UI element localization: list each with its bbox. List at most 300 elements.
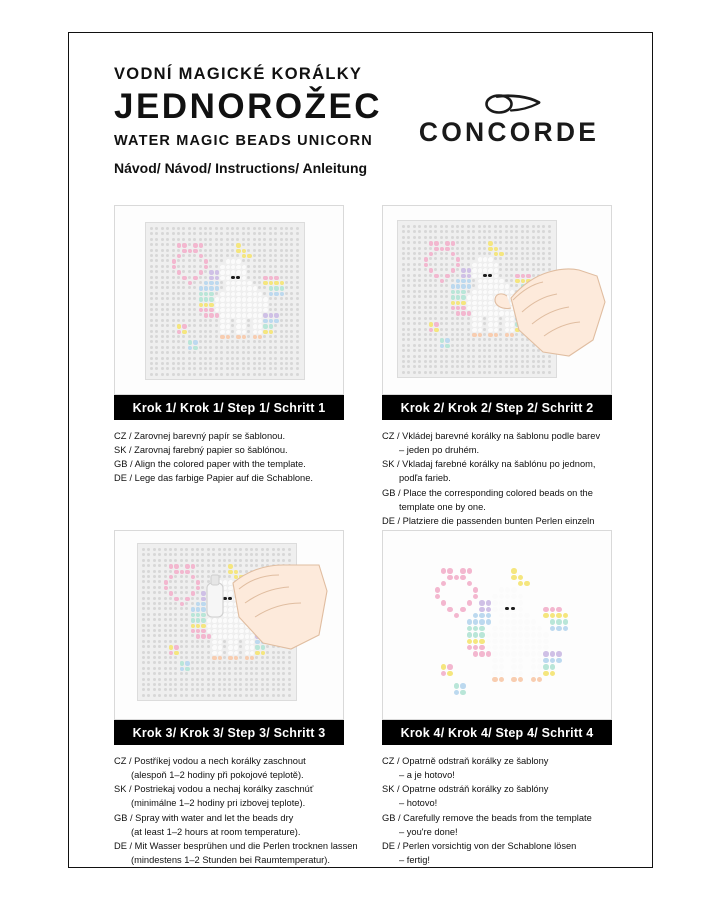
bead <box>441 671 446 676</box>
instruction-line: – hotovo! <box>399 798 438 809</box>
bead <box>247 313 251 317</box>
instruction-line: CZ / Postříkej vodou a nech korálky zaschnout <box>114 756 306 766</box>
bead <box>537 651 542 656</box>
bead <box>226 303 230 307</box>
bead <box>499 671 504 676</box>
bead <box>543 645 548 650</box>
bead <box>505 619 510 624</box>
bead <box>563 613 568 618</box>
instruction-line: (alespoň 1–2 hodiny při pokojové teplotě). <box>131 770 304 781</box>
bead <box>199 297 203 301</box>
instruction-line: SK / Vkladaj farebné korálky na šablónu po jednom, <box>382 459 596 470</box>
bead <box>441 664 446 669</box>
unicorn-eye <box>505 607 509 611</box>
instruction-line: CZ / Vkládej barevné korálky na šablonu podle barev <box>382 431 601 441</box>
bead <box>543 613 548 618</box>
bead <box>247 254 251 258</box>
bead <box>274 276 278 280</box>
bead <box>499 613 504 618</box>
bead <box>236 249 240 253</box>
bead <box>247 286 251 290</box>
bead <box>543 632 548 637</box>
bead <box>518 664 523 669</box>
bead <box>550 626 555 631</box>
bead <box>193 276 197 280</box>
instruction-line: (minimálne 1–2 hodiny pri izbovej teplote). <box>131 798 306 809</box>
bead <box>505 639 510 644</box>
bead <box>499 594 504 599</box>
bead <box>486 607 491 612</box>
bead <box>511 645 516 650</box>
bead <box>479 619 484 624</box>
bead <box>511 594 516 599</box>
bead <box>492 607 497 612</box>
product-name: JEDNOROŽEC <box>114 87 383 127</box>
instruction-line: template one by one. <box>399 501 486 512</box>
bead <box>220 292 224 296</box>
bead <box>177 270 181 274</box>
bead <box>486 600 491 605</box>
bead <box>524 651 529 656</box>
bead <box>435 587 440 592</box>
bead <box>467 568 472 573</box>
bead <box>441 600 446 605</box>
bead <box>204 297 208 301</box>
instruction-line: CZ / Opatrně odstraň korálky ze šablony <box>382 756 549 766</box>
bead <box>492 639 497 644</box>
bead <box>263 313 267 317</box>
bead <box>447 607 452 612</box>
bead <box>182 276 186 280</box>
unicorn-eye <box>236 276 240 280</box>
bead <box>460 690 465 695</box>
bead <box>473 619 478 624</box>
bead <box>563 619 568 624</box>
bead <box>537 664 542 669</box>
instruction-line: podľa farieb. <box>399 473 451 484</box>
bead <box>473 626 478 631</box>
bead <box>518 651 523 656</box>
bead <box>537 639 542 644</box>
bead <box>236 259 240 263</box>
bead <box>550 664 555 669</box>
bead <box>269 324 273 328</box>
instruction-line: – jeden po druhém. <box>399 445 480 456</box>
instruction-line: DE / Lege das farbige Papier auf die Schablone. <box>114 473 313 484</box>
bead <box>518 677 523 682</box>
bead <box>556 613 561 618</box>
bead <box>236 297 240 301</box>
unicorn-eye <box>231 276 235 280</box>
bead <box>537 645 542 650</box>
bead <box>524 619 529 624</box>
bead <box>193 249 197 253</box>
bead <box>531 626 536 631</box>
bead <box>236 286 240 290</box>
bead <box>550 613 555 618</box>
bead <box>182 330 186 334</box>
bead <box>550 619 555 624</box>
bead <box>231 297 235 301</box>
bead <box>467 600 472 605</box>
bead <box>263 319 267 323</box>
bead <box>486 632 491 637</box>
bead <box>531 651 536 656</box>
instruction-line: – you're done! <box>399 826 458 837</box>
instruction-line: (mindestens 1–2 Stunden bei Raumtemperatur). <box>131 854 330 865</box>
bead <box>473 613 478 618</box>
bead <box>537 626 542 631</box>
bead <box>543 658 548 663</box>
bead <box>518 575 523 580</box>
bead <box>531 671 536 676</box>
bead <box>226 276 230 280</box>
bead <box>479 651 484 656</box>
bead <box>454 575 459 580</box>
bead <box>280 286 284 290</box>
bead <box>499 587 504 592</box>
bead <box>531 677 536 682</box>
bead <box>467 626 472 631</box>
bead <box>499 677 504 682</box>
bead <box>479 632 484 637</box>
bead <box>556 626 561 631</box>
step-3 <box>114 530 358 867</box>
bead <box>518 658 523 663</box>
bead <box>473 651 478 656</box>
bead <box>556 607 561 612</box>
title-block <box>114 65 414 177</box>
bead <box>253 324 257 328</box>
bead <box>479 613 484 618</box>
bead <box>511 658 516 663</box>
bead <box>473 594 478 599</box>
bead <box>518 607 523 612</box>
bead <box>220 319 224 323</box>
instruction-line: SK / Postriekaj vodou a nechaj korálky zaschnúť <box>114 784 314 795</box>
bead <box>479 639 484 644</box>
bead <box>447 575 452 580</box>
bead <box>505 600 510 605</box>
bead <box>505 632 510 637</box>
bead <box>199 243 203 247</box>
bead <box>518 594 523 599</box>
bead <box>263 303 267 307</box>
bead <box>531 645 536 650</box>
bead <box>242 297 246 301</box>
bead <box>247 297 251 301</box>
bead <box>492 658 497 663</box>
instruction-line: DE / Platziere die passenden bunten Perlen einzeln <box>382 515 595 526</box>
bead <box>253 297 257 301</box>
bead <box>209 286 213 290</box>
bead <box>209 303 213 307</box>
bead <box>220 270 224 274</box>
bead <box>269 286 273 290</box>
bead <box>550 651 555 656</box>
bead <box>467 632 472 637</box>
bead <box>511 575 516 580</box>
bead <box>492 594 497 599</box>
bead <box>550 671 555 676</box>
bead <box>226 297 230 301</box>
bead <box>258 297 262 301</box>
bead <box>499 619 504 624</box>
bead <box>236 319 240 323</box>
bead <box>479 600 484 605</box>
bead <box>467 581 472 586</box>
step-2-instructions <box>382 429 612 542</box>
instructions-label: Návod/ Návod/ Instructions/ Anleitung <box>114 160 368 177</box>
bead <box>220 308 224 312</box>
bead <box>220 313 224 317</box>
bead <box>518 613 523 618</box>
bead <box>263 297 267 301</box>
bead <box>499 626 504 631</box>
bead <box>220 276 224 280</box>
bead <box>182 243 186 247</box>
bead <box>215 286 219 290</box>
step-4 <box>382 530 612 867</box>
bead <box>236 324 240 328</box>
bead <box>447 568 452 573</box>
step-3-caption: Krok 3/ Krok 3/ Step 3/ Schritt 3 <box>114 720 344 745</box>
bead <box>543 607 548 612</box>
instruction-line: SK / Opatrne odstráň korálky zo šablóny <box>382 784 549 795</box>
bead <box>226 330 230 334</box>
bead <box>193 243 197 247</box>
bead <box>467 639 472 644</box>
header <box>114 65 609 200</box>
bead <box>524 639 529 644</box>
bead <box>518 671 523 676</box>
brand-block <box>409 93 609 148</box>
bead <box>209 276 213 280</box>
bead <box>220 324 224 328</box>
bead <box>492 651 497 656</box>
bead <box>518 632 523 637</box>
bead <box>226 286 230 290</box>
bead <box>531 639 536 644</box>
bead <box>492 645 497 650</box>
bead <box>467 619 472 624</box>
bead <box>499 607 504 612</box>
bead <box>263 324 267 328</box>
bead <box>177 243 181 247</box>
finished-unicorn-artwork <box>405 545 585 710</box>
bead <box>492 671 497 676</box>
bead <box>226 324 230 328</box>
bead <box>531 658 536 663</box>
bead <box>511 600 516 605</box>
bead <box>486 639 491 644</box>
bead <box>511 626 516 631</box>
bead <box>505 594 510 599</box>
bead <box>209 313 213 317</box>
bead <box>518 645 523 650</box>
bead <box>220 335 224 339</box>
bead <box>460 683 465 688</box>
bead <box>550 607 555 612</box>
bead <box>454 690 459 695</box>
bead <box>236 243 240 247</box>
bead <box>537 632 542 637</box>
bead <box>247 308 251 312</box>
bead <box>236 313 240 317</box>
bead <box>473 632 478 637</box>
instruction-line: GB / Spray with water and let the beads dry <box>114 812 294 823</box>
bead <box>193 340 197 344</box>
peg-grid <box>146 223 304 379</box>
bead <box>274 286 278 290</box>
bead <box>247 292 251 296</box>
bead <box>511 671 516 676</box>
bead <box>193 346 197 350</box>
step-2-image <box>382 205 612 395</box>
bead <box>537 658 542 663</box>
bead <box>253 313 257 317</box>
bead <box>486 613 491 618</box>
instruction-line: (at least 1–2 hours at room temperature). <box>131 826 301 837</box>
bead <box>209 270 213 274</box>
bead <box>236 292 240 296</box>
bead <box>269 313 273 317</box>
bead <box>524 581 529 586</box>
bead <box>460 568 465 573</box>
bead <box>505 587 510 592</box>
bead <box>505 645 510 650</box>
step-3-image <box>114 530 344 720</box>
step-1-instructions <box>114 429 344 486</box>
bead <box>460 607 465 612</box>
bead <box>543 664 548 669</box>
concorde-swoosh-icon <box>477 93 541 115</box>
bead <box>492 664 497 669</box>
bead <box>492 600 497 605</box>
bead <box>231 270 235 274</box>
bead <box>188 340 192 344</box>
bead <box>486 651 491 656</box>
bead <box>220 297 224 301</box>
bead <box>247 281 251 285</box>
instruction-line: – a je hotovo! <box>399 770 455 781</box>
instruction-line: SK / Zarovnaj farebný papier so šablónou. <box>114 445 288 456</box>
bead <box>454 683 459 688</box>
step-4-caption: Krok 4/ Krok 4/ Step 4/ Schritt 4 <box>382 720 612 745</box>
step-4-image <box>382 530 612 720</box>
bead <box>220 330 224 334</box>
bead <box>518 626 523 631</box>
step-2 <box>382 205 612 542</box>
bead <box>524 613 529 618</box>
bead <box>258 324 262 328</box>
bead <box>537 671 542 676</box>
bead <box>467 645 472 650</box>
step-1 <box>114 205 344 486</box>
bead <box>518 600 523 605</box>
bead <box>518 639 523 644</box>
bead <box>492 677 497 682</box>
bead <box>215 270 219 274</box>
bead <box>263 330 267 334</box>
bead <box>531 619 536 624</box>
bead <box>441 581 446 586</box>
bead <box>274 313 278 317</box>
bead <box>511 587 516 592</box>
bead <box>511 568 516 573</box>
bead <box>182 249 186 253</box>
bead <box>479 607 484 612</box>
instruction-line: DE / Perlen vorsichtig von der Schablone lösen <box>382 840 577 851</box>
bead <box>511 613 516 618</box>
bead <box>199 303 203 307</box>
step-1-caption: Krok 1/ Krok 1/ Step 1/ Schritt 1 <box>114 395 344 420</box>
bead <box>454 613 459 618</box>
bead <box>447 664 452 669</box>
sheet-border <box>68 32 653 868</box>
bead <box>543 639 548 644</box>
bead <box>518 619 523 624</box>
bead <box>492 626 497 631</box>
instruction-line: DE / Mit Wasser besprühen und die Perlen trocknen lassen <box>114 840 358 851</box>
bead <box>253 303 257 307</box>
bead <box>499 658 504 663</box>
product-title-cz: VODNÍ MAGICKÉ KORÁLKY <box>114 65 363 83</box>
instruction-line: GB / Place the corresponding colored beads on the <box>382 487 593 498</box>
bead <box>499 651 504 656</box>
instruction-line: GB / Align the colored paper with the template. <box>114 459 306 470</box>
bead <box>499 645 504 650</box>
bead <box>499 632 504 637</box>
bead <box>511 632 516 637</box>
bead <box>242 286 246 290</box>
bead <box>524 626 529 631</box>
bead <box>531 632 536 637</box>
brand-name: CONCORDE <box>418 117 600 147</box>
bead <box>215 297 219 301</box>
bead <box>511 651 516 656</box>
step-1-image <box>114 205 344 395</box>
bead <box>511 664 516 669</box>
bead <box>556 658 561 663</box>
bead <box>556 619 561 624</box>
bead <box>473 587 478 592</box>
bead <box>172 259 176 263</box>
bead <box>499 664 504 669</box>
bead <box>226 270 230 274</box>
bead-board <box>145 222 305 380</box>
bead <box>518 581 523 586</box>
step-2-caption: Krok 2/ Krok 2/ Step 2/ Schritt 2 <box>382 395 612 420</box>
hand-with-spray-bottle-illustration <box>115 531 344 720</box>
bead <box>537 677 542 682</box>
bead <box>460 575 465 580</box>
bead <box>209 292 213 296</box>
bead <box>511 677 516 682</box>
bead <box>236 330 240 334</box>
step-4-instructions <box>382 754 612 867</box>
bead <box>543 651 548 656</box>
bead <box>247 303 251 307</box>
bead <box>550 658 555 663</box>
bead <box>236 270 240 274</box>
bead <box>543 671 548 676</box>
bead <box>524 645 529 650</box>
bead <box>447 671 452 676</box>
bead <box>505 613 510 618</box>
bead <box>242 313 246 317</box>
bead <box>556 651 561 656</box>
